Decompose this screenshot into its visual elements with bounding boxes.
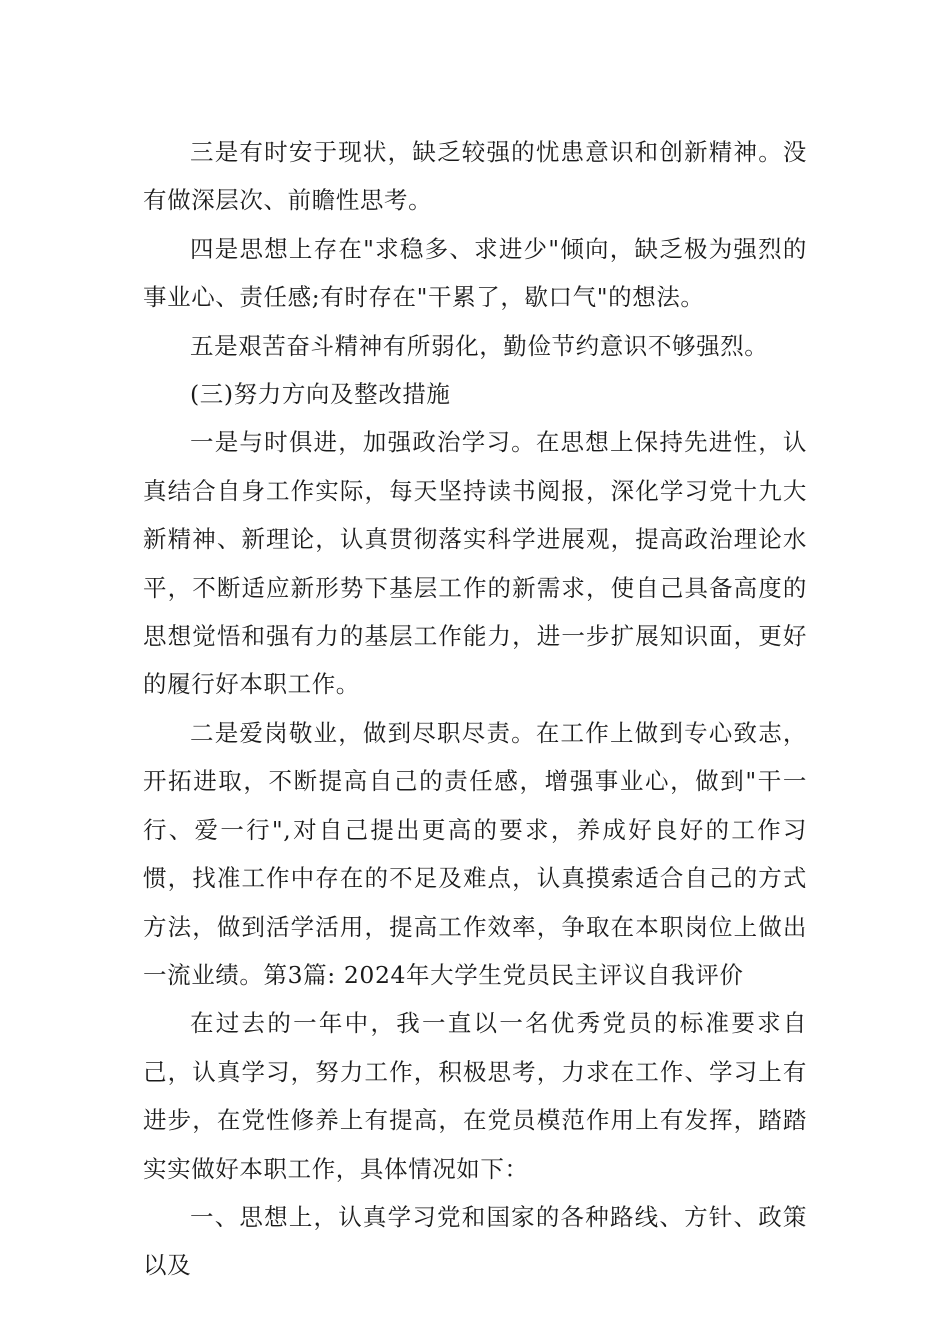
paragraph-measure-1: 一是与时俱进，加强政治学习。在思想上保持先进性，认真结合自身工作实际，每天坚持读书阅报，深化学习党十九大新精神、新理论，认真贯彻落实科学进展观，提高政治理论水平，不断适应新形势下基层工作的新需求，使自己具备高度的思想觉悟和强有力的基层工作能力，进一步扩展知识面，更好的履行好本职工作。 [143,428,807,699]
paragraph-weakness-3: 三是有时安于现状，缺乏较强的忧患意识和创新精神。没有做深层次、前瞻性思考。 [143,138,807,215]
document-body [143,128,807,1290]
paragraph-weakness-5: 五是艰苦奋斗精神有所弱化，勤俭节约意识不够强烈。 [190,331,769,360]
paragraph-ideology: 一、思想上，认真学习党和国家的各种路线、方针、政策以及 [143,1202,807,1280]
paragraph-measure-2: 二是爱岗敬业，做到尽职尽责。在工作上做到专心致志，开拓进取，不断提高自己的责任感，增强事业心，做到"干一行、爱一行",对自己提出更高的要求，养成好良好的工作习惯，找准工作中存在的不足及难点，认真摸索适合自己的方式方法，做到活学活用，提高工作效率，争取在本职岗位上做出一流业绩。第3篇: 2024年大学生党员民主评议自我评价 [143,718,807,989]
section-heading-improvement: (三)努力方向及整改措施 [190,380,451,409]
paragraph-self-evaluation-intro: 在过去的一年中，我一直以一名优秀党员的标准要求自己，认真学习，努力工作，积极思考，力求在工作、学习上有进步，在党性修养上有提高，在党员模范作用上有发挥，踏踏实实做好本职工作，具体情况如下： [143,1009,807,1183]
paragraph-weakness-4: 四是思想上存在"求稳多、求进少"倾向，缺乏极为强烈的事业心、责任感;有时存在"干累了，歇口气"的想法。 [143,234,807,312]
